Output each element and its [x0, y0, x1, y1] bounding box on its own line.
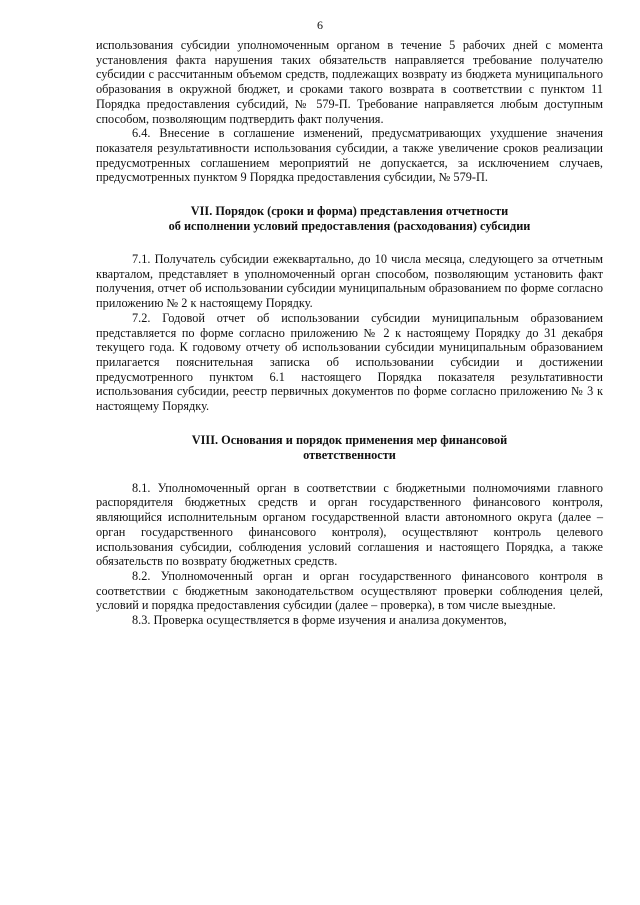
paragraph-6-4: 6.4. Внесение в соглашение изменений, предусматривающих ухудшение значения показателя результативности использования субсидии, а также увеличение сроков реализации предусмотренных соглашением мероприятий не допускается, за исключением случаев, предусмотренных пунктом 9 Порядка предоставления субсидии, № 579-П. [96, 126, 603, 185]
page-number: 6 [317, 18, 323, 32]
section-heading-line: ответственности [303, 447, 396, 462]
paragraph-7-1: 7.1. Получатель субсидии ежеквартально, до 10 числа месяца, следующего за отчетным кварталом, представляет в уполномоченный орган способом, позволяющим установить факт получения, отчет об использовании субсидии муниципальным образованием по форме согласно приложению № 2 к настоящему Порядку. [96, 252, 603, 311]
paragraph-7-2: 7.2. Годовой отчет об использовании субсидии муниципальным образованием представляется по форме согласно приложению № 2 к настоящему Порядку до 31 декабря текущего года. К годовому отчету об использовании субсидии муниципальным образованием прилагается пояснительная записка об использовании субсидии и достижении предусмотренного пунктом 6.1 настоящего Порядка показателя результативности использования субсидии, реестр первичных документов по форме согласно приложению № 3 к настоящему Порядку. [96, 310, 603, 414]
section-heading-vii [96, 204, 603, 234]
section-heading-line: VIII. Основания и порядок применения мер финансовой [191, 432, 508, 447]
section-heading-line: об исполнении условий предоставления (расходования) субсидии [168, 219, 531, 234]
paragraph-continuation: использования субсидии уполномоченным органом в течение 5 рабочих дней с момента установления факта нарушения таких обязательств направляется требование получателю субсидии с рассчитанным объемом средств, подлежащих возврату из бюджета муниципального образования в окружной бюджет, и сроками такого возврата в соответствии с пунктом 11 Порядка предоставления субсидий, № 579-П. Требование направляется любым доступным способом, позволяющим подтвердить факт получения. [96, 38, 603, 126]
section-heading-line: VII. Порядок (сроки и форма) представления отчетности [190, 204, 509, 219]
paragraph-8-1: 8.1. Уполномоченный орган в соответствии с бюджетными полномочиями главного распорядителя бюджетных средств и орган государственного финансового контроля, являющийся исполнительным органом государственной власти автономного округа (далее – орган государственного финансового контроля), осуществляют контроль целевого использования субсидии, соблюдения условий соглашения и настоящего Порядка, а также обязательств по возврату бюджетных средств. [96, 480, 603, 569]
paragraph-8-3: 8.3. Проверка осуществляется в форме изучения и анализа документов, [132, 613, 507, 628]
document-body [96, 38, 603, 628]
paragraph-8-2: 8.2. Уполномоченный орган и орган государственного финансового контроля в соответствии с бюджетным законодательством осуществляют проверки соблюдения целей, условий и порядка предоставления субсидии (далее – проверка), в том числе выездные. [96, 568, 603, 613]
section-heading-viii [96, 433, 603, 463]
